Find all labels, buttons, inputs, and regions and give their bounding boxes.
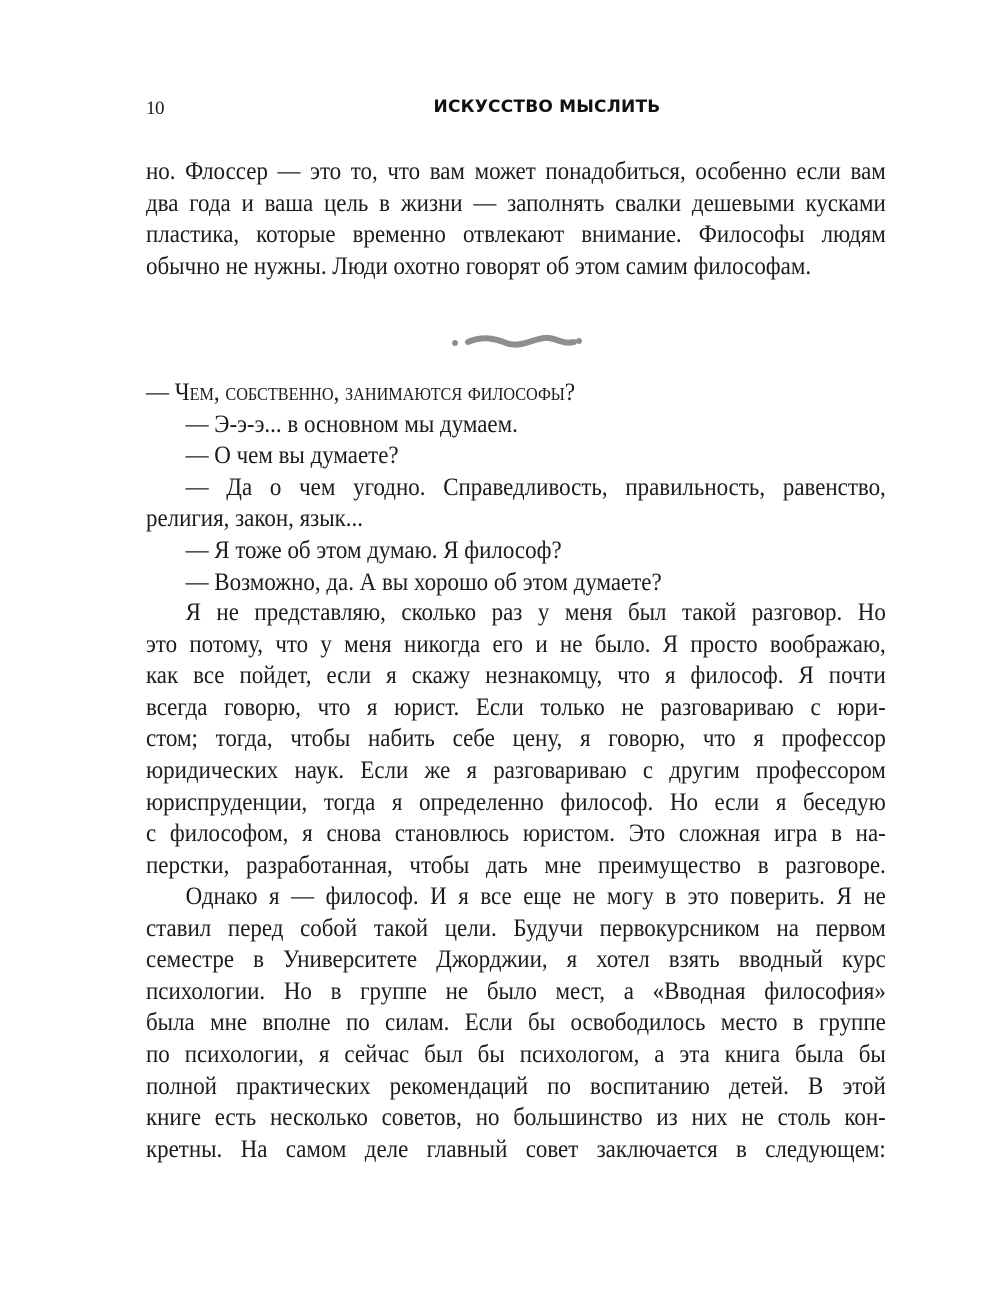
text-line: Я не представляю, сколько раз у меня был такой разговор. Но [185, 597, 886, 626]
text-line: психологии. Но в группе не было мест, а «Вводная философия» [146, 975, 886, 1005]
wavy-ornament-divider-icon [446, 330, 586, 354]
dialog-line: религия, закон, язык... [146, 503, 363, 533]
text-line: стом; тогда, чтобы набить себе цену, я говорю, что я профессор [146, 723, 886, 753]
text-line: семестре в Университете Джорджии, я хотел взять вводный курс [146, 944, 886, 974]
dialog-initial: Ч [174, 377, 190, 406]
text-line: как все пойдет, если я скажу незнакомцу, что я философ. Я почти [146, 660, 886, 690]
text-line: Однако я — философ. И я все еще не могу в это поверить. Я не [185, 881, 886, 910]
text-line: полной практических рекомендаций по воспитанию детей. В этой [146, 1070, 886, 1100]
dialog-opening-line [146, 376, 886, 408]
text-line: перстки, разработанная, чтобы дать мне преимущество в разговоре. [146, 849, 886, 879]
paragraph-1 [146, 596, 886, 880]
text-line: пластика, которые временно отвлекают внимание. Философы людям [146, 219, 886, 249]
text-line: всегда говорю, что я юрист. Если только не разговариваю с юри- [146, 691, 886, 721]
text-line: кретны. На самом деле главный совет заключается в следующем: [146, 1133, 886, 1163]
text-line: книге есть несколько советов, но большинство из них не столь кон- [146, 1102, 886, 1132]
text-line: юриспруденции, тогда я определенно философ. Но если я беседую [146, 786, 886, 816]
text-line: два года и ваша цель в жизни — заполнять свалки дешевыми кусками [146, 187, 886, 217]
text-line: по психологии, я сейчас был бы психологом, а эта книга была бы [146, 1038, 886, 1068]
text-line: ставил перед собой такой цели. Будучи первокурсником на первом [146, 912, 886, 942]
dialog-line: — Да о чем угодно. Справедливость, правильность, равенство, [185, 471, 886, 501]
paragraph-2-text [146, 880, 886, 1164]
dialog-line: — Я тоже об этом думаю. Я философ? [185, 534, 562, 564]
dialog-dash: — [146, 377, 175, 406]
text-line: с философом, я снова становлюсь юристом. Это сложная игра в на- [146, 818, 886, 848]
top-paragraph-text [146, 155, 886, 281]
dialog-section [146, 376, 886, 597]
dialog-smallcaps-text: ем, собственно, занимаются философы? [189, 377, 576, 406]
text-line: но. Флоссер — это то, что вам может понадобиться, особенно если вам [146, 156, 886, 185]
dialog-line: — Возможно, да. А вы хорошо об этом думаете? [185, 566, 662, 596]
text-line: обычно не нужны. Люди охотно говорят об этом самим философам. [146, 250, 812, 280]
dialog-line: — Э-э-э... в основном мы думаем. [185, 408, 518, 438]
top-paragraph [146, 155, 886, 281]
page-header [146, 94, 886, 124]
text-line: была мне вполне по силам. Если бы освободилось место в группе [146, 1007, 886, 1037]
text-line: юридических наук. Если же я разговариваю с другим профессором [146, 754, 886, 784]
paragraph-2 [146, 880, 886, 1164]
divider-wave [468, 338, 574, 345]
dialog-line: — О чем вы думаете? [185, 440, 399, 470]
page-number: 10 [146, 98, 164, 119]
divider-right-dot [576, 338, 582, 344]
dialog-text [146, 376, 886, 597]
text-line: это потому, что у меня никогда его и не было. Я просто воображаю, [146, 628, 886, 658]
divider-left-dot [452, 340, 458, 346]
running-title: ИСКУССТВО МЫСЛИТЬ [433, 97, 661, 117]
paragraph-1-text [146, 596, 886, 880]
